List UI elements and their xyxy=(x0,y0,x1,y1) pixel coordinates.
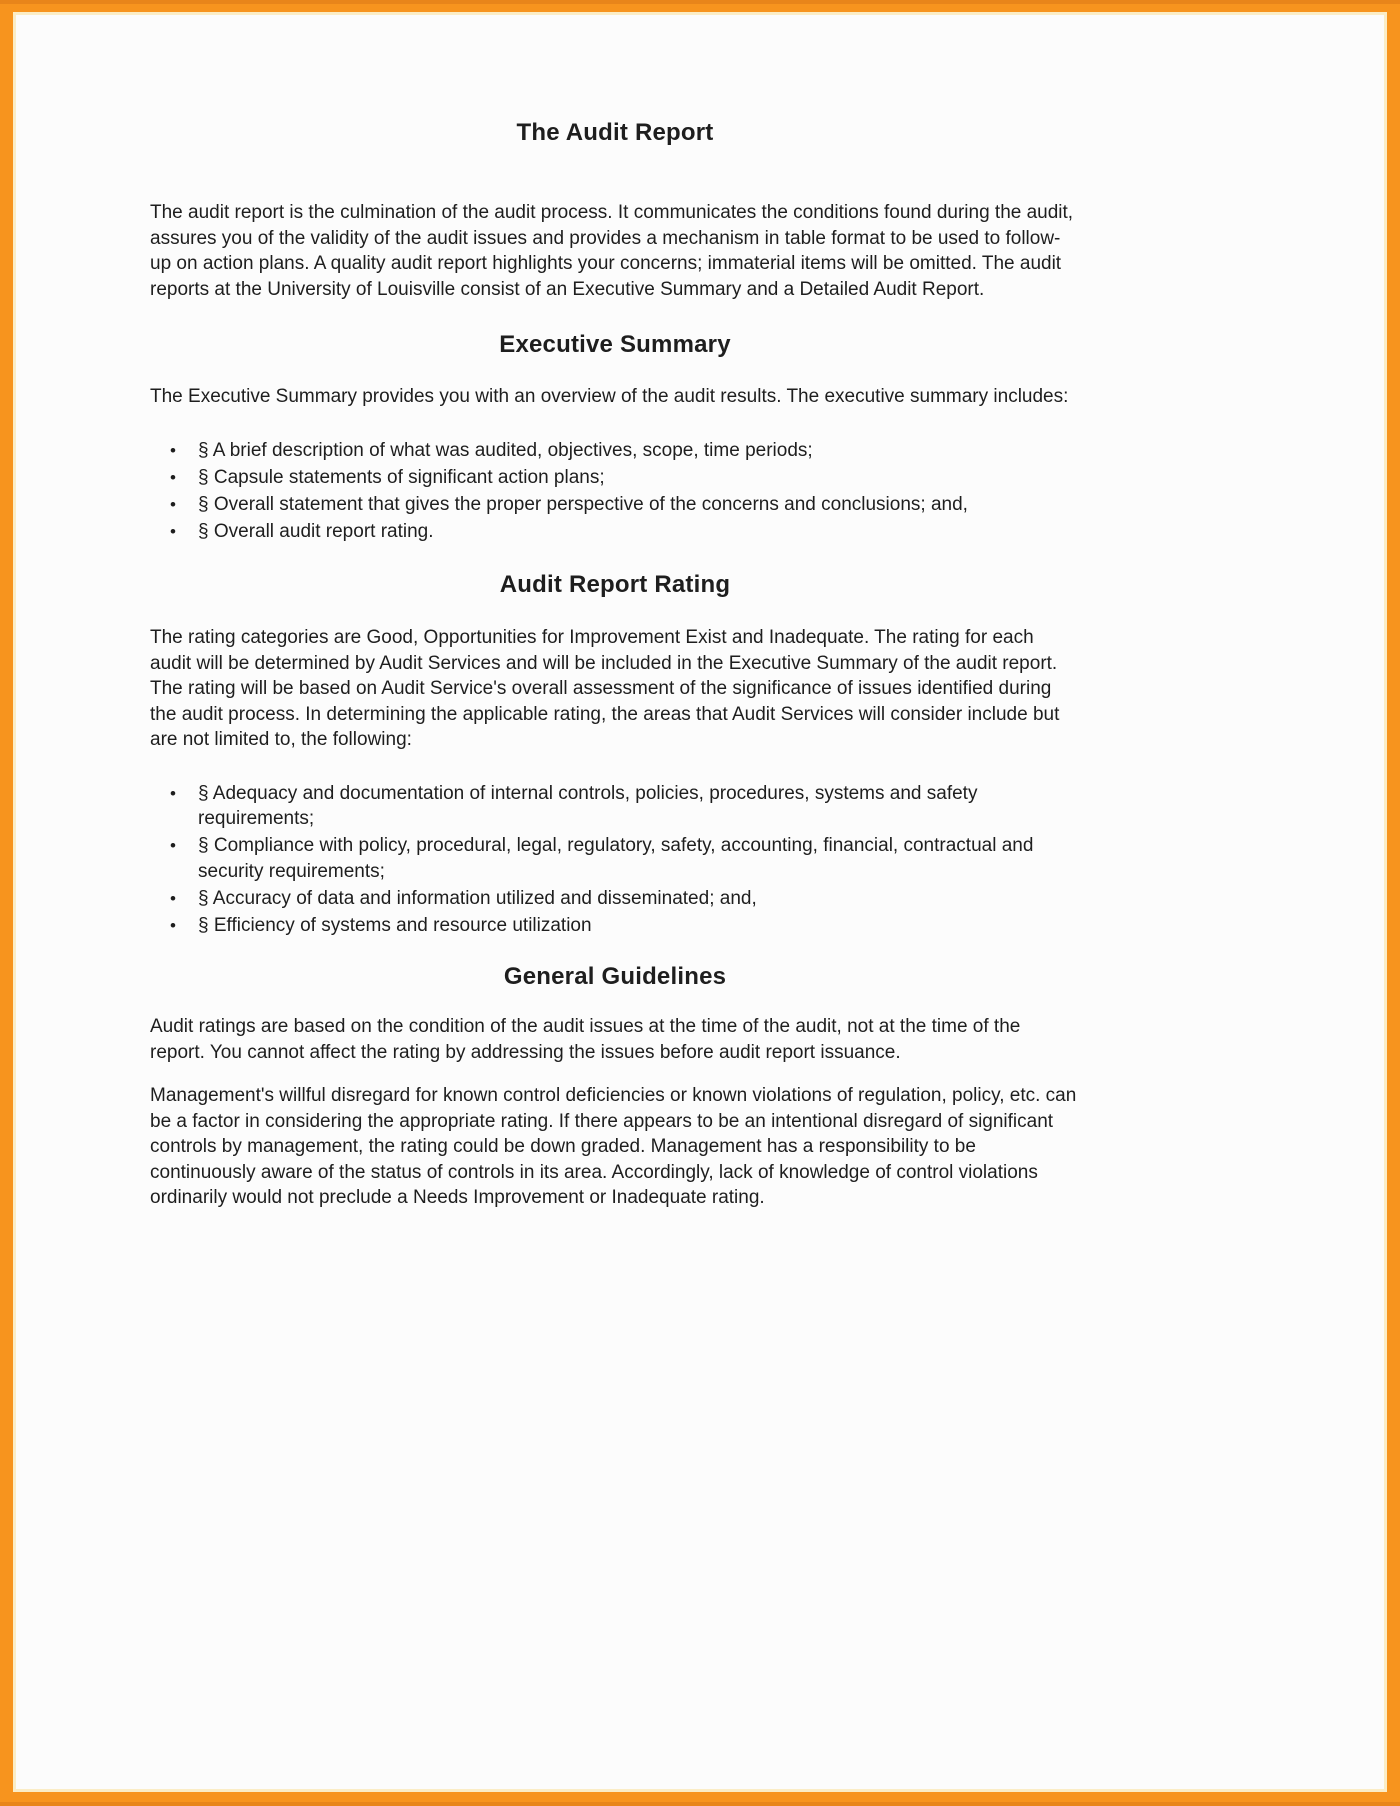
document-page xyxy=(13,12,1387,1792)
list-item xyxy=(170,519,1080,545)
list-item xyxy=(170,465,1080,491)
audit-report-rating-bullet-list xyxy=(150,781,1080,939)
list-item xyxy=(170,492,1080,518)
document-title: The Audit Report xyxy=(516,119,714,146)
document-content xyxy=(150,118,1080,1211)
list-item-text: § Efficiency of systems and resource utilization xyxy=(198,914,592,936)
bullet-marker-icon: • xyxy=(170,467,176,487)
list-item-text: § A brief description of what was audited, objectives, scope, time periods; xyxy=(198,439,813,461)
section-heading-general-guidelines: General Guidelines xyxy=(503,963,727,990)
list-item-text: § Capsule statements of significant action plans; xyxy=(198,466,605,488)
bullet-marker-icon: • xyxy=(170,440,176,460)
bullet-marker-icon: • xyxy=(170,836,176,855)
list-item-text: § Overall audit report rating. xyxy=(198,520,434,542)
list-item xyxy=(170,886,1080,912)
bullet-marker-icon: • xyxy=(170,783,176,803)
audit-report-rating-paragraph: The rating categories are Good, Opportunities for Improvement Exist and Inadequate. The rating for each audit will be determined by Audit Services and will be included in the Executive Summary of the audit report. The rating will be based on Audit Service's overall assessment of the significance of issues identified during the audit process. In determining the applicable rating, the areas that Audit Services will consider include but are not limited to, the following: xyxy=(150,627,1060,750)
general-guidelines-paragraph-1: Audit ratings are based on the condition of the audit issues at the time of the audit, not at the time of the report. You cannot affect the rating by addressing the issues before audit report issuance. xyxy=(150,1016,1021,1063)
intro-paragraph: The audit report is the culmination of the audit process. It communicates the conditions found during the audit, assures you of the validity of the audit issues and provides a mechanism in table format to be used to follow-up on action plans. A quality audit report highlights your concerns; immaterial items will be omitted. The audit reports at the University of Louisville consist of an Executive Summary and a Detailed Audit Report. xyxy=(150,202,1074,300)
list-item-text: § Overall statement that gives the proper perspective of the concerns and conclusions; and, xyxy=(198,493,968,515)
list-item-text: § Compliance with policy, procedural, legal, regulatory, safety, accounting, financial, contractual and security requirements; xyxy=(198,835,1034,882)
list-item xyxy=(170,438,1080,464)
section-heading-audit-report-rating: Audit Report Rating xyxy=(499,571,731,598)
bullet-marker-icon: • xyxy=(170,915,176,935)
list-item xyxy=(170,913,1080,939)
general-guidelines-paragraph-2: Management's willful disregard for known control deficiencies or known violations of regulation, policy, etc. can be a factor in considering the appropriate rating. If there appears to be an intentional disregard of significant controls by management, the rating could be down graded. Management has a responsibility to be continuously aware of the status of controls in its area. Accordingly, lack of knowledge of control violations ordinarily would not preclude a Needs Improvement or Inadequate rating. xyxy=(150,1085,1077,1208)
list-item-text: § Accuracy of data and information utilized and disseminated; and, xyxy=(198,887,757,909)
list-item-text: § Adequacy and documentation of internal controls, policies, procedures, systems and safety requirements; xyxy=(198,782,978,829)
list-item xyxy=(170,833,1080,884)
bullet-marker-icon: • xyxy=(170,494,176,514)
executive-summary-paragraph: The Executive Summary provides you with an overview of the audit results. The executive summary includes: xyxy=(150,386,1069,407)
executive-summary-bullet-list xyxy=(150,438,1080,545)
bullet-marker-icon: • xyxy=(170,521,176,541)
bullet-marker-icon: • xyxy=(170,888,176,908)
section-heading-executive-summary: Executive Summary xyxy=(499,331,731,358)
list-item xyxy=(170,781,1080,832)
